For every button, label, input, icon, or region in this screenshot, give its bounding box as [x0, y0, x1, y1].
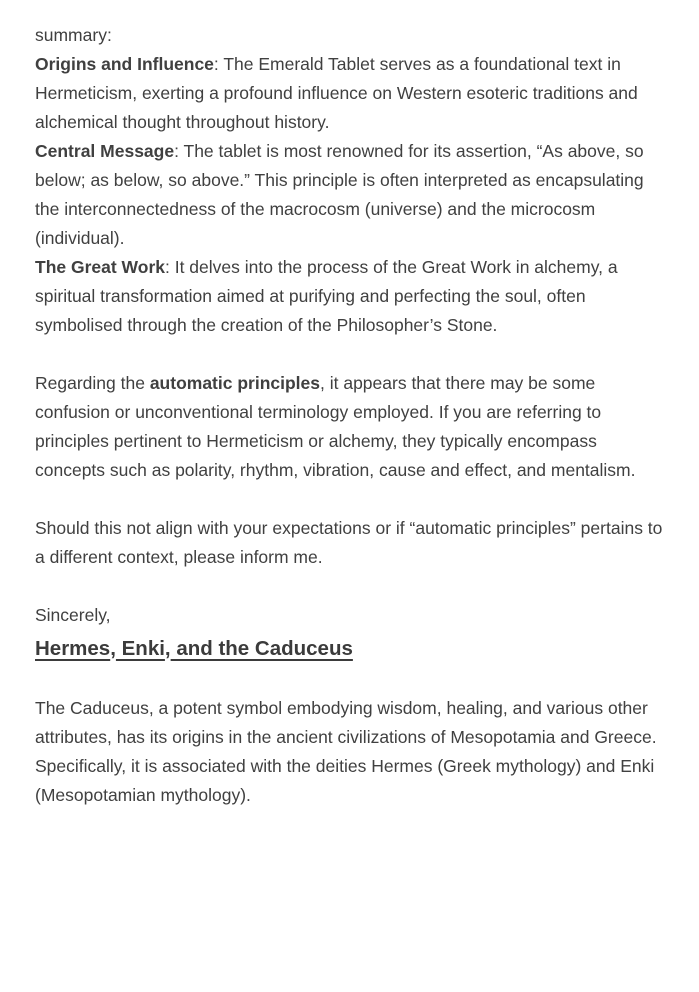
text-run: Regarding the	[35, 373, 150, 393]
text-run: summary:	[35, 25, 112, 45]
text-run: The Caduceus, a potent symbol embodying wisdom, healing, and various other attributes, has its origins in the ancient civilizations of Mesopotamia and Greece. Specifically, it is associated with the deities Hermes (Greek mythology) and Enki (Mesopotamian mythology).	[35, 698, 657, 805]
text-run: and the Caduceus	[170, 637, 353, 660]
paragraph	[35, 137, 665, 253]
paragraph	[35, 601, 665, 630]
paragraph	[35, 50, 665, 137]
text-run: , it appears that there may be some confusion or unconventional terminology employed. If you are referring to principles pertinent to Hermeticism or alchemy, they typically encompass concepts such as polarity, rhythm, vibration, cause and effect, and mentalism.	[35, 373, 636, 480]
text-run: Hermes	[35, 637, 111, 660]
paragraph	[35, 253, 665, 340]
text-run: : The tablet is most renowned for its assertion, “As above, so below; as below, so above.” This principle is often interpreted as encapsulating the interconnectedness of the macrocosm (universe) and the microcosm (individual).	[35, 141, 644, 248]
paragraph	[35, 514, 665, 572]
text-run: Should this not align with your expectations or if “automatic principles” pertains to a different context, please inform me.	[35, 518, 663, 567]
paragraph	[35, 694, 665, 810]
text-run: Central Message	[35, 141, 175, 161]
paragraph	[35, 369, 665, 485]
text-run: : It delves into the process of the Great Work in alchemy, a spiritual transformation aimed at purifying and perfecting the soul, often symbolised through the creation of the Philosopher’s Stone.	[35, 257, 618, 335]
text-run: : The Emerald Tablet serves as a foundational text in Hermeticism, exerting a profound influence on Western esoteric traditions and alchemical thought throughout history.	[35, 54, 638, 132]
text-run: The Great Work	[35, 257, 165, 277]
text-run: automatic principles	[149, 373, 320, 393]
text-run: Sincerely,	[35, 605, 111, 625]
paragraph	[35, 21, 665, 50]
text-run: ,	[110, 637, 116, 660]
text-run: Enki	[115, 637, 165, 660]
text-run: Origins and Influence	[35, 54, 214, 74]
text-run: ,	[164, 637, 171, 660]
signature-heading	[35, 632, 665, 665]
